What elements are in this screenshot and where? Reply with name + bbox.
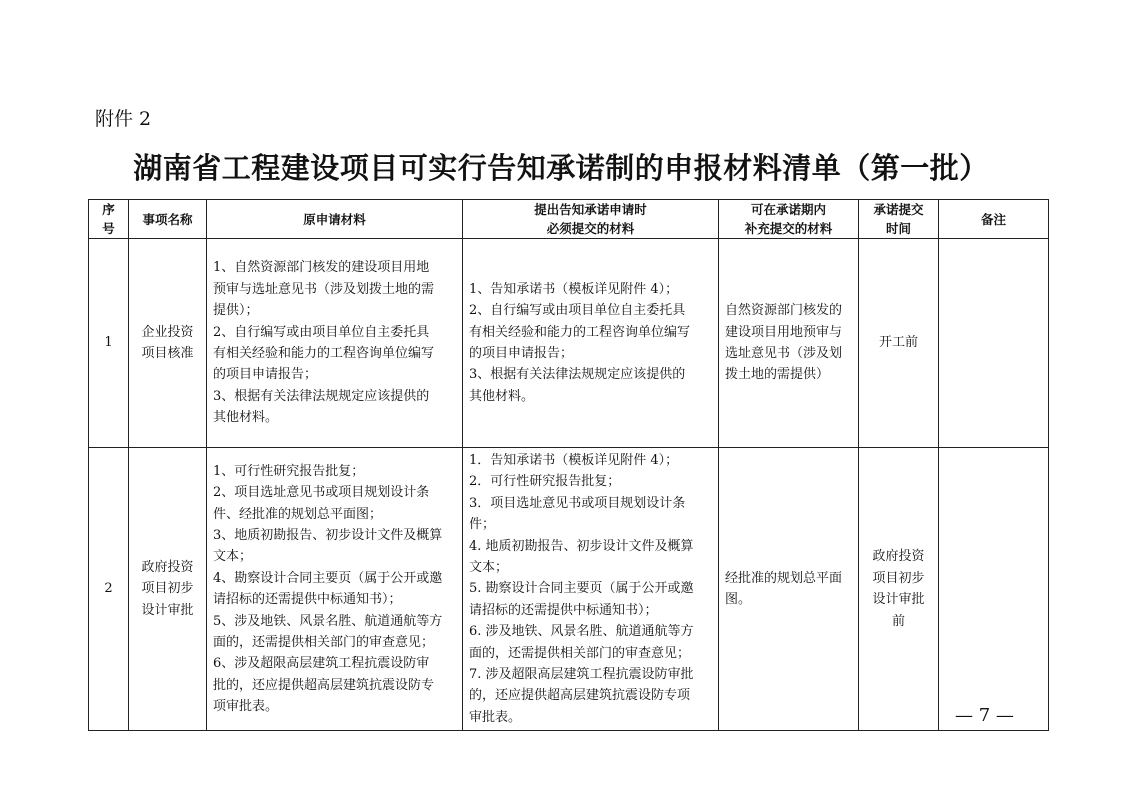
cell-required-materials bbox=[463, 448, 719, 731]
materials-table bbox=[88, 199, 1049, 731]
cell-line: 企业投资 bbox=[141, 324, 194, 340]
cell-remarks bbox=[939, 239, 1049, 448]
cell-line: 选址意见书（涉及划 bbox=[725, 346, 843, 361]
cell-line: 图。 bbox=[725, 592, 752, 608]
cell-line: 设计审批 bbox=[141, 602, 194, 618]
cell-line: 开工前 bbox=[878, 335, 918, 351]
page-number: — 7 — bbox=[955, 705, 1014, 726]
cell-line: 项目初步 bbox=[872, 570, 925, 586]
cell-line: 5. 勘察设计合同主要页（属于公开或邀 bbox=[469, 581, 694, 597]
header-commit-line: 时间 bbox=[885, 221, 911, 236]
cell-line: 批的，还应提供超高层建筑抗震设防专 bbox=[213, 677, 435, 693]
cell-line: 2．可行性研究报告批复； bbox=[469, 474, 621, 490]
cell-remarks bbox=[939, 448, 1049, 731]
cell-item-name bbox=[129, 448, 207, 731]
cell-line: 的，还应提供超高层建筑抗震设防专项 bbox=[469, 688, 691, 704]
header-remarks: 备注 bbox=[939, 200, 1049, 239]
header-supplement-line: 补充提交的材料 bbox=[744, 221, 833, 236]
cell-line: 项目初步 bbox=[141, 581, 194, 597]
cell-line: 有相关经验和能力的工程咨询单位编写 bbox=[469, 324, 691, 340]
cell-line: 件、经批准的规划总平面图； bbox=[213, 506, 383, 522]
cell-line: 6、涉及超限高层建筑工程抗震设防审 bbox=[213, 656, 430, 672]
cell-line: 2、自行编写或由项目单位自主委托具 bbox=[469, 303, 686, 319]
cell-line: 1、可行性研究报告批复； bbox=[213, 463, 365, 479]
cell-commit-time bbox=[859, 239, 939, 448]
cell-line: 3、根据有关法律法规规定应该提供的 bbox=[213, 388, 430, 404]
cell-line: 4. 地质初勘报告、初步设计文件及概算 bbox=[469, 538, 694, 554]
cell-seq: 1 bbox=[89, 239, 129, 448]
cell-line: 设计审批 bbox=[872, 592, 925, 608]
table-row bbox=[89, 239, 1049, 448]
cell-line: 文本； bbox=[213, 549, 253, 565]
cell-line: 5、涉及地铁、风景名胜、航道通航等方 bbox=[213, 613, 443, 629]
cell-supplement-materials bbox=[719, 448, 859, 731]
cell-line: 1．告知承诺书（模板详见附件 4）； bbox=[469, 453, 679, 468]
cell-line: 有相关经验和能力的工程咨询单位编写 bbox=[213, 346, 435, 361]
cell-line: 的项目申请报告； bbox=[469, 346, 574, 361]
cell-line: 文本； bbox=[469, 560, 509, 576]
cell-seq: 2 bbox=[89, 448, 129, 731]
cell-line: 3．项目选址意见书或项目规划设计条 bbox=[469, 495, 686, 511]
header-commit-time bbox=[859, 200, 939, 239]
header-seq bbox=[89, 200, 129, 239]
cell-line: 项审批表。 bbox=[213, 699, 279, 715]
cell-item-name bbox=[129, 239, 207, 448]
cell-line: 4、勘察设计合同主要页（属于公开或邀 bbox=[213, 570, 443, 586]
cell-line: 面的，还需提供相关部门的审查意见； bbox=[469, 645, 691, 661]
cell-commit-time bbox=[859, 448, 939, 731]
cell-line: 3、地质初勘报告、初步设计文件及概算 bbox=[213, 527, 443, 543]
cell-line: 拨土地的需提供） bbox=[725, 367, 830, 383]
cell-line: 建设项目用地预审与 bbox=[725, 324, 843, 340]
cell-line: 1、告知承诺书（模板详见附件 4）； bbox=[469, 281, 679, 297]
cell-supplement-materials bbox=[719, 239, 859, 448]
header-seq-line: 序 bbox=[102, 202, 115, 217]
cell-line: 政府投资 bbox=[872, 549, 925, 565]
cell-line: 7. 涉及超限高层建筑工程抗震设防审批 bbox=[469, 667, 694, 683]
header-required-line: 必须提交的材料 bbox=[546, 221, 635, 236]
header-original-materials: 原申请材料 bbox=[207, 200, 463, 239]
cell-line: 2、自行编写或由项目单位自主委托具 bbox=[213, 324, 430, 340]
header-supplement-materials bbox=[719, 200, 859, 239]
attachment-label: 附件 2 bbox=[95, 108, 152, 130]
cell-line: 前 bbox=[891, 613, 905, 629]
table-row bbox=[89, 448, 1049, 731]
cell-original-materials bbox=[207, 448, 463, 731]
header-seq-line: 号 bbox=[102, 221, 115, 236]
cell-line: 的项目申请报告； bbox=[213, 367, 318, 383]
cell-line: 政府投资 bbox=[141, 560, 194, 576]
cell-line: 面的，还需提供相关部门的审查意见； bbox=[213, 634, 435, 650]
table-header-row bbox=[89, 200, 1049, 239]
cell-original-materials bbox=[207, 239, 463, 448]
cell-line: 请招标的还需提供中标通知书）； bbox=[213, 592, 402, 608]
cell-line: 其他材料。 bbox=[213, 410, 279, 426]
cell-line: 其他材料。 bbox=[469, 388, 535, 404]
cell-line: 1、自然资源部门核发的建设项目用地 bbox=[213, 260, 430, 276]
cell-line: 6. 涉及地铁、风景名胜、航道通航等方 bbox=[469, 624, 694, 640]
header-commit-line: 承诺提交 bbox=[873, 202, 924, 217]
cell-line: 项目核准 bbox=[141, 346, 194, 361]
cell-line: 预审与选址意见书（涉及划拨土地的需 bbox=[213, 281, 435, 297]
header-supplement-line: 可在承诺期内 bbox=[750, 202, 826, 217]
header-required-line: 提出告知承诺申请时 bbox=[534, 202, 647, 217]
cell-required-materials bbox=[463, 239, 719, 448]
cell-line: 提供）； bbox=[213, 303, 259, 319]
cell-line: 经批准的规划总平面 bbox=[725, 570, 843, 586]
document-title: 湖南省工程建设项目可实行告知承诺制的申报材料清单（第一批） bbox=[133, 151, 989, 185]
cell-line: 审批表。 bbox=[469, 709, 522, 725]
cell-line: 自然资源部门核发的 bbox=[725, 303, 843, 319]
cell-line: 3、根据有关法律法规规定应该提供的 bbox=[469, 367, 686, 383]
header-required-materials bbox=[463, 200, 719, 239]
header-item-name: 事项名称 bbox=[129, 200, 207, 239]
cell-line: 2、项目选址意见书或项目规划设计条 bbox=[213, 485, 430, 501]
cell-line: 件； bbox=[469, 517, 496, 533]
cell-line: 请招标的还需提供中标通知书）； bbox=[469, 602, 658, 618]
